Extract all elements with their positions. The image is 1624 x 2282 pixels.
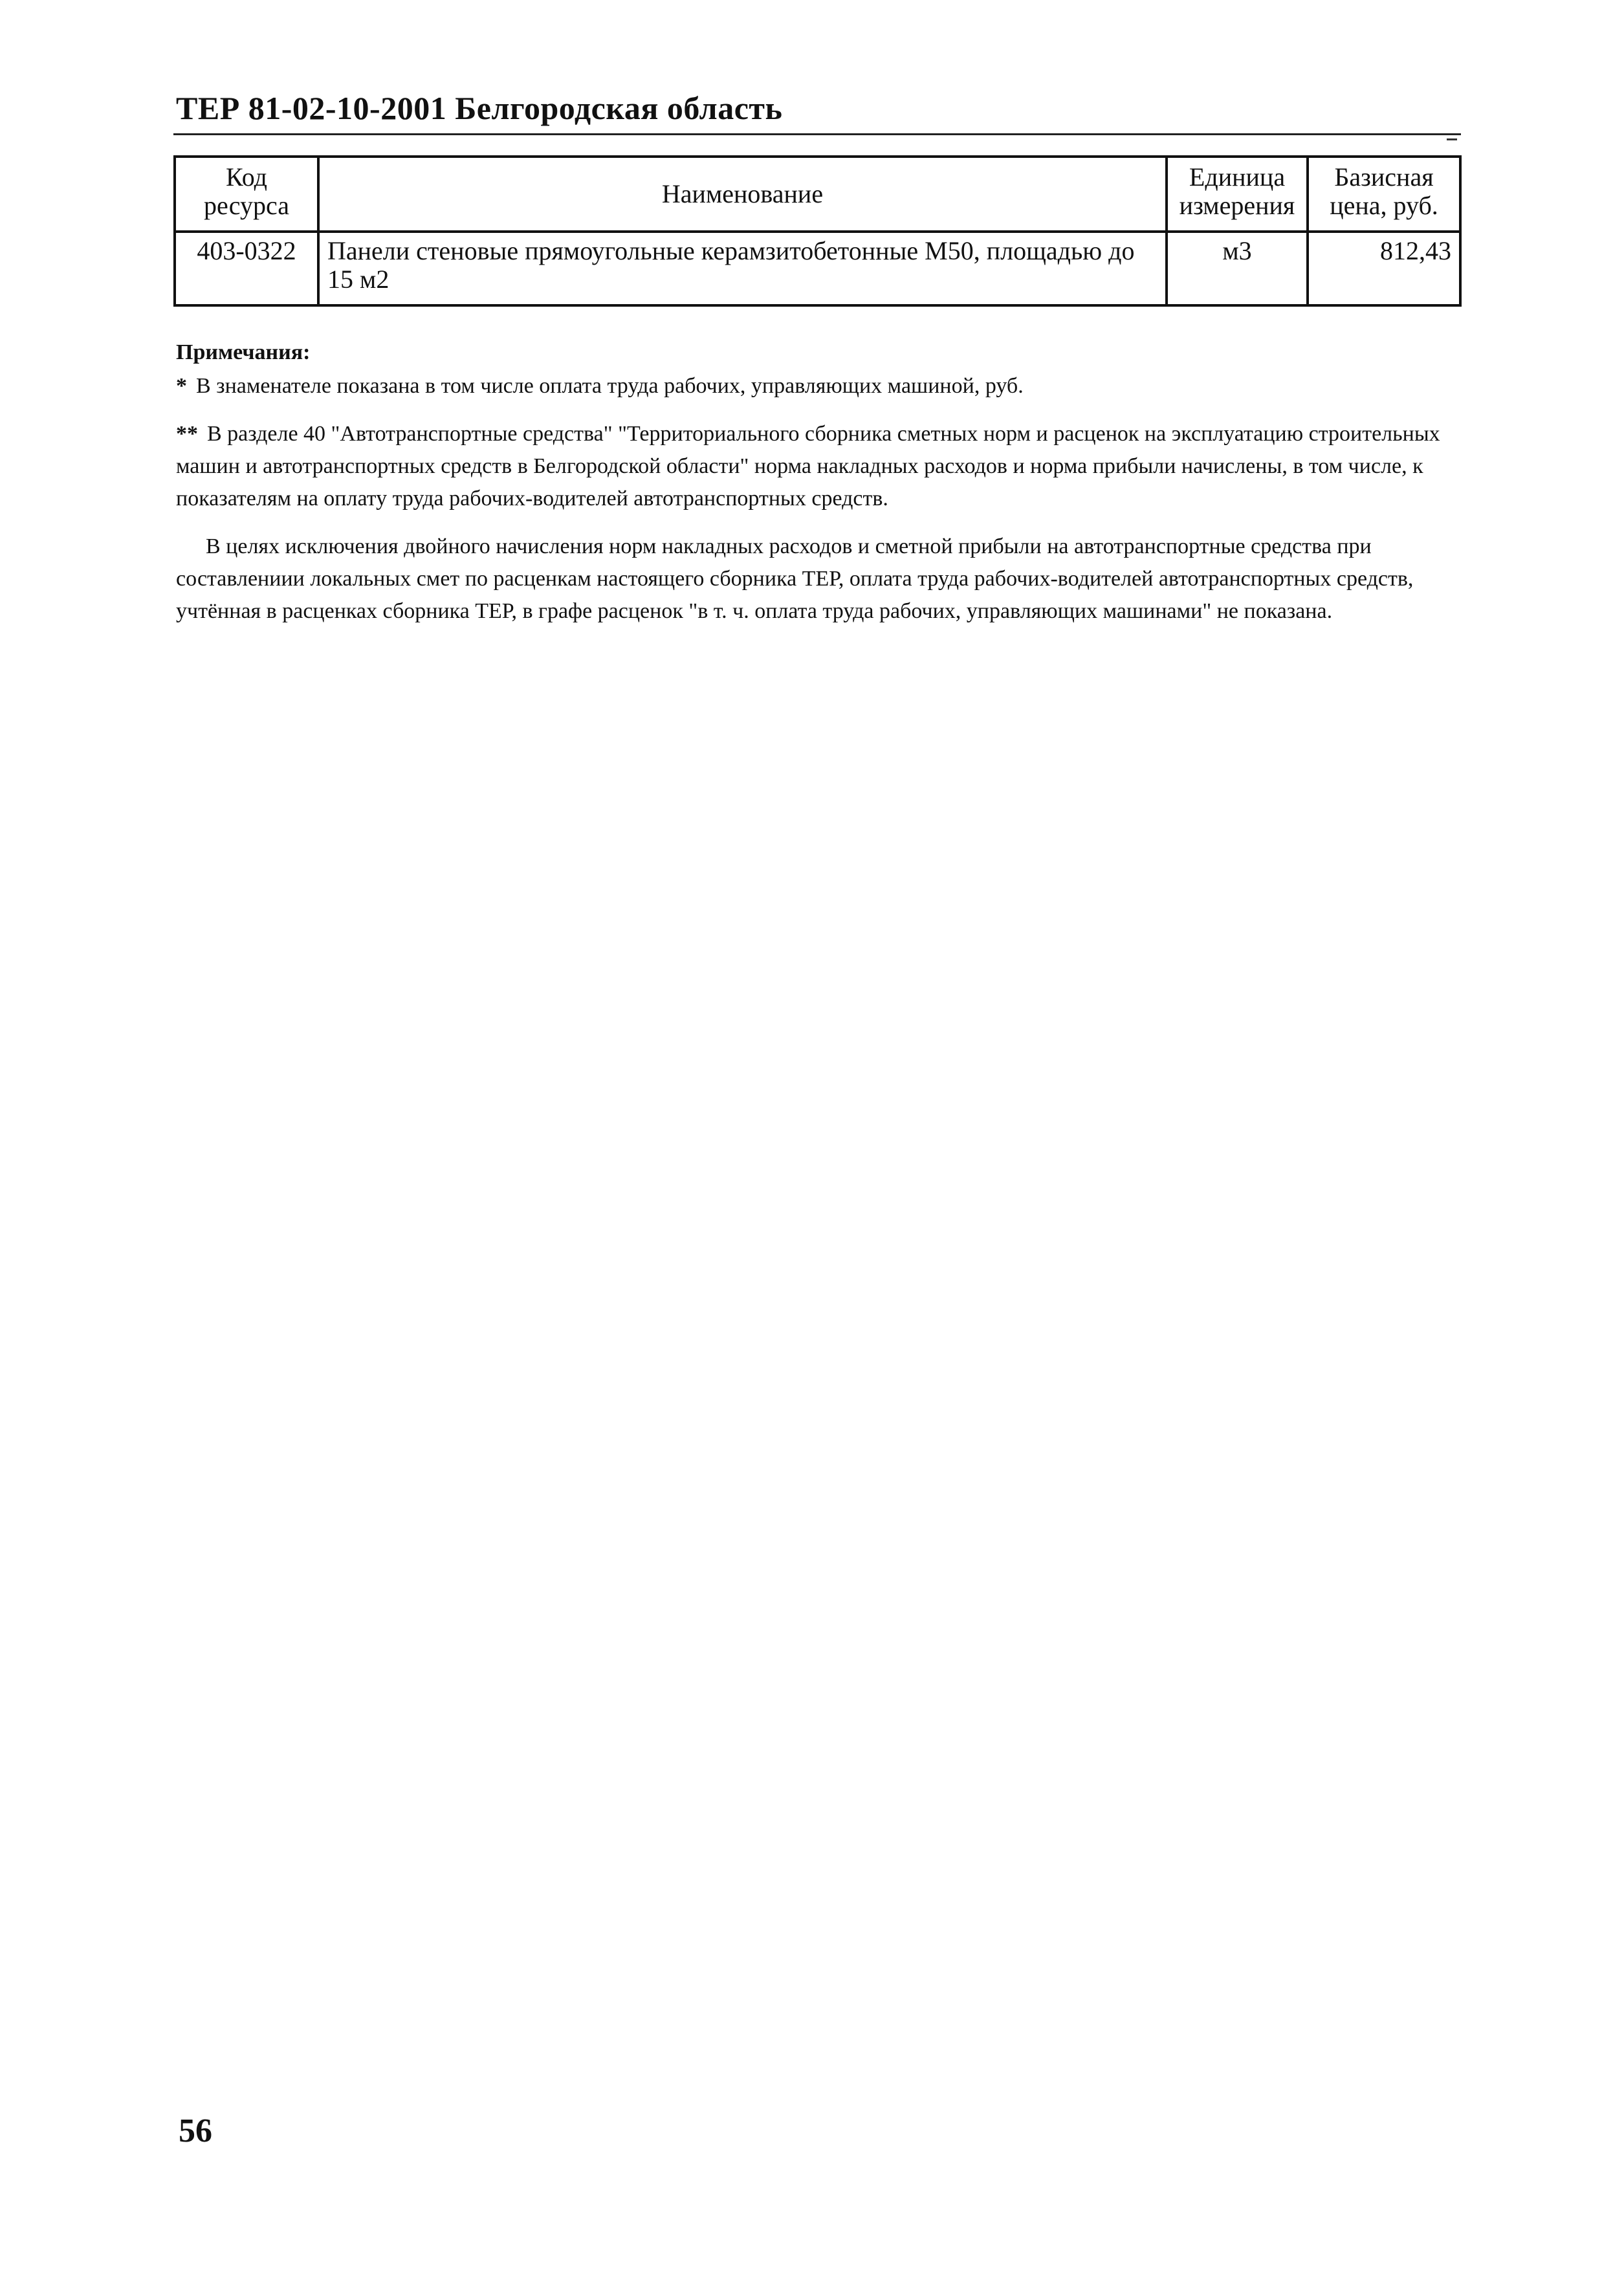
table-row (175, 232, 1460, 305)
cell-unit: м3 (1167, 232, 1308, 305)
note-item (176, 418, 1464, 515)
note-item (176, 370, 1464, 402)
notes-heading: Примечания: (176, 340, 311, 364)
note-mark: * (176, 374, 187, 398)
note-text: В разделе 40 "Автотранспортные средства" "Территориального сборника сметных норм и расценок на эксплуатацию строительных машин и автотранспортных средств в Белгородской области" норма накладных расходов и норма прибыли начислены, в том числе, к показателям на оплату труда рабочих-водителей автотранспортных средств. (176, 422, 1440, 510)
resource-table (173, 155, 1462, 307)
cell-code: 403-0322 (175, 232, 318, 305)
cell-price: 812,43 (1308, 232, 1460, 305)
notes-section (176, 336, 1464, 628)
header-unit-line2: измерения (1179, 191, 1295, 220)
header-unit-line1: Единица (1189, 162, 1286, 192)
header-name: Наименование (318, 157, 1167, 232)
header-code-line1: Код (226, 162, 267, 192)
note-paragraph: В целях исключения двойного начисления норм накладных расходов и сметной прибыли на автотранспортные средства при составлениии локальных смет по расценкам настоящего сборника ТЕР, оплата труда рабочих-водителей автотранспортных средств, учтённая в расценках сборника ТЕР, в графе расценок "в т. ч. оплата труда рабочих, управляющих машинами" не показана. (176, 534, 1414, 623)
header-price-line2: цена, руб. (1330, 191, 1438, 220)
header-rule (173, 133, 1461, 135)
cell-name: Панели стеновые прямоугольные керамзитобетонные М50, площадью до 15 м2 (318, 232, 1167, 305)
header-price-line1: Базисная (1334, 162, 1434, 192)
page-header: ТЕР 81-02-10-2001 Белгородская область (176, 90, 783, 126)
note-text: В знаменателе показана в том числе оплата труда рабочих, управляющих машиной, руб. (196, 374, 1024, 398)
table-header-row (175, 157, 1460, 232)
header-code-line2: ресурса (204, 191, 289, 220)
header-price (1308, 157, 1460, 232)
header-unit (1167, 157, 1308, 232)
header-rule-dash (1447, 138, 1457, 140)
header-code (175, 157, 318, 232)
page-number: 56 (179, 2112, 212, 2149)
note-mark: ** (176, 422, 198, 446)
